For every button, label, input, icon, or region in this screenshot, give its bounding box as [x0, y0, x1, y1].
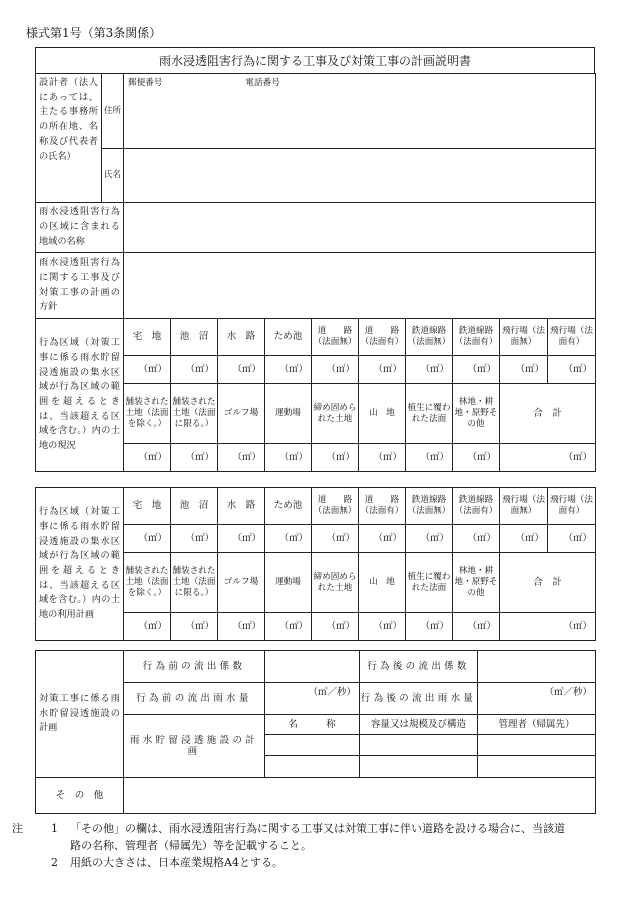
facility-capacity-input[interactable] [360, 756, 478, 778]
phone-label: 電話番号 [245, 78, 280, 88]
note-1-text: 「その他」の欄は、雨水浸透阻害行為に関する工事又は対策工事に伴い道路を設ける場合に、当該道 [70, 822, 565, 835]
note-1-continuation: 路の名称、管理者（帰属先）等を記載すること。 [70, 839, 312, 852]
land-type-label: 舗装された土地（法面に限る。） [171, 553, 218, 613]
land-type-label: 運動場 [265, 553, 312, 613]
land-type-label: 水 路 [218, 488, 265, 525]
facility-manager-input[interactable] [478, 735, 596, 756]
land-type-label: 飛行場（法面有） [548, 319, 596, 356]
address-field[interactable] [124, 74, 596, 149]
total-area-input[interactable]: （㎡） [500, 613, 596, 641]
land-type-label: 山 地 [359, 384, 406, 444]
note-1 [10, 820, 620, 837]
land-type-label: 水 路 [218, 319, 265, 356]
col-manager-header: 管理者（帰属先） [478, 715, 596, 735]
land-type-label: 鉄道線路（法面有） [453, 319, 500, 356]
total-area-input[interactable]: （㎡） [500, 444, 596, 472]
land-type-label: 飛行場（法面無） [500, 488, 548, 525]
land-type-label: 舗装された土地（法面に限る。） [171, 384, 218, 444]
area-input[interactable]: （㎡） [171, 525, 218, 553]
land-type-label: 舗装された土地（法面を除く。） [124, 384, 171, 444]
land-type-label: ゴルフ場 [218, 384, 265, 444]
area-input[interactable]: （㎡） [406, 444, 453, 472]
area-input[interactable]: （㎡） [124, 525, 171, 553]
area-input[interactable]: （㎡） [453, 613, 500, 641]
land-type-label: 鉄道線路（法面無） [406, 319, 453, 356]
area-input[interactable]: （㎡） [124, 613, 171, 641]
facility-label: 対策工事に係る雨水貯留浸透施設の計画 [36, 651, 124, 778]
land-type-label: 道 路（法面無） [312, 319, 359, 356]
total-label: 合 計 [500, 553, 596, 613]
total-label: 合 計 [500, 384, 596, 444]
runoff-rain-before-label: 行為前の流出雨水量 [124, 683, 265, 715]
area-name-field[interactable] [124, 203, 596, 253]
area-input[interactable]: （㎡） [265, 444, 312, 472]
area-input[interactable]: （㎡） [406, 525, 453, 553]
area-input[interactable]: （㎡） [359, 356, 406, 384]
land-type-label: 締め固められた土地 [312, 384, 359, 444]
area-input[interactable]: （㎡） [500, 525, 548, 553]
area-input[interactable]: （㎡） [359, 525, 406, 553]
land-type-label: 締め固められた土地 [312, 553, 359, 613]
notes [10, 820, 620, 871]
note-2 [10, 854, 620, 871]
note-2-text: 用紙の大きさは、日本産業規格A4とする。 [70, 856, 283, 869]
area-input[interactable]: （㎡） [171, 356, 218, 384]
area-input[interactable]: （㎡） [218, 525, 265, 553]
area-input[interactable]: （㎡） [312, 444, 359, 472]
storage-plan-label: 雨水貯留浸透施設の計画 [124, 715, 265, 778]
area-input[interactable]: （㎡） [218, 444, 265, 472]
plan-policy-field[interactable] [124, 253, 596, 319]
postal-code-label: 郵便番号 [128, 78, 163, 88]
land-type-label: 宅 地 [124, 488, 171, 525]
runoff-rain-after-label: 行為後の流出雨水量 [360, 683, 478, 715]
area-input[interactable]: （㎡） [359, 444, 406, 472]
facility-name-input[interactable] [265, 756, 360, 778]
land-type-label: 植生に覆われた法面 [406, 384, 453, 444]
facility-capacity-input[interactable] [360, 735, 478, 756]
land-type-label: ため池 [265, 319, 312, 356]
current-land-label: 行為区域（対策工事に係る雨水貯留浸透施設の集水区域が行為区域の範囲を超えるときは、当該超える区域を含む。）内の土地の現況 [36, 319, 124, 472]
facility-name-input[interactable] [265, 735, 360, 756]
area-input[interactable]: （㎡） [500, 356, 548, 384]
col-capacity-header: 容量又は規模及び構造 [360, 715, 478, 735]
note-1-number: 注 1 [12, 822, 58, 835]
land-type-label: 植生に覆われた法面 [406, 553, 453, 613]
facility-table [35, 650, 596, 814]
runoff-coef-after-input[interactable] [478, 651, 596, 683]
land-type-label: 飛行場（法面無） [500, 319, 548, 356]
area-input[interactable]: （㎡） [265, 525, 312, 553]
land-type-label: 宅 地 [124, 319, 171, 356]
area-name-label: 雨水浸透阻害行為の区域に含まれる地域の名称 [36, 203, 124, 253]
form-number: 様式第1号（第3条関係） [26, 26, 162, 40]
land-type-label: 鉄道線路（法面無） [406, 488, 453, 525]
area-input[interactable]: （㎡） [548, 356, 596, 384]
area-input[interactable]: （㎡） [218, 613, 265, 641]
planned-land-label: 行為区域（対策工事に係る雨水貯留浸透施設の集水区域が行為区域の範囲を超えるときは、当該超える区域を含む。）内の土地の利用計画 [36, 488, 124, 641]
area-input[interactable]: （㎡） [453, 525, 500, 553]
col-name-header: 名 称 [265, 715, 360, 735]
land-type-label: 林地・耕地・原野その他 [453, 384, 500, 444]
header-table [35, 73, 596, 319]
notes-head: 注 [12, 822, 23, 835]
land-type-label: 道 路（法面無） [312, 488, 359, 525]
area-input[interactable]: （㎡） [406, 356, 453, 384]
land-type-label: 道 路（法面有） [359, 319, 406, 356]
form-title: 雨水浸透阻害行為に関する工事及び対策工事の計画説明書 [35, 47, 595, 73]
land-type-label: 鉄道線路（法面有） [453, 488, 500, 525]
area-input[interactable]: （㎡） [124, 444, 171, 472]
area-input[interactable]: （㎡） [265, 613, 312, 641]
runoff-coef-before-input[interactable] [265, 651, 360, 683]
runoff-rain-before-input[interactable]: （㎥／秒） [265, 683, 360, 715]
area-input[interactable]: （㎡） [312, 613, 359, 641]
land-type-label: 林地・耕地・原野その他 [453, 553, 500, 613]
designer-name-field[interactable] [124, 149, 596, 203]
land-type-label: 池 沼 [171, 488, 218, 525]
area-input[interactable]: （㎡） [359, 613, 406, 641]
area-input[interactable]: （㎡） [453, 356, 500, 384]
other-field[interactable] [124, 778, 596, 814]
area-input[interactable]: （㎡） [453, 444, 500, 472]
area-input[interactable]: （㎡） [312, 356, 359, 384]
other-label: そ の 他 [36, 778, 124, 814]
land-type-label: 飛行場（法面有） [548, 488, 596, 525]
planned-land-table [35, 487, 596, 641]
area-input[interactable]: （㎡） [124, 356, 171, 384]
area-input[interactable]: （㎡） [171, 613, 218, 641]
area-input[interactable]: （㎡） [406, 613, 453, 641]
land-type-label: ため池 [265, 488, 312, 525]
land-type-label: 道 路（法面有） [359, 488, 406, 525]
land-type-label: 山 地 [359, 553, 406, 613]
runoff-coef-after-label: 行為後の流出係数 [360, 651, 478, 683]
note-2-number: 2 [51, 856, 58, 869]
runoff-rain-after-input[interactable]: （㎥／秒） [478, 683, 596, 715]
area-input[interactable]: （㎡） [312, 525, 359, 553]
designer-label: 設計者（法人にあっては、主たる事務所の所在地、名称及び代表者の氏名） [36, 74, 102, 203]
land-type-label: 運動場 [265, 384, 312, 444]
land-type-label: 池 沼 [171, 319, 218, 356]
plan-policy-label: 雨水浸透阻害行為に関する工事及び対策工事の計画の方針 [36, 253, 124, 319]
land-type-label: ゴルフ場 [218, 553, 265, 613]
facility-manager-input[interactable] [478, 756, 596, 778]
land-type-label: 舗装された土地（法面を除く。） [124, 553, 171, 613]
runoff-coef-before-label: 行為前の流出係数 [124, 651, 265, 683]
address-label: 住所 [102, 74, 124, 149]
name-label: 氏名 [102, 149, 124, 203]
area-input[interactable]: （㎡） [548, 525, 596, 553]
area-input[interactable]: （㎡） [171, 444, 218, 472]
current-land-table [35, 318, 596, 472]
area-input[interactable]: （㎡） [265, 356, 312, 384]
area-input[interactable]: （㎡） [218, 356, 265, 384]
